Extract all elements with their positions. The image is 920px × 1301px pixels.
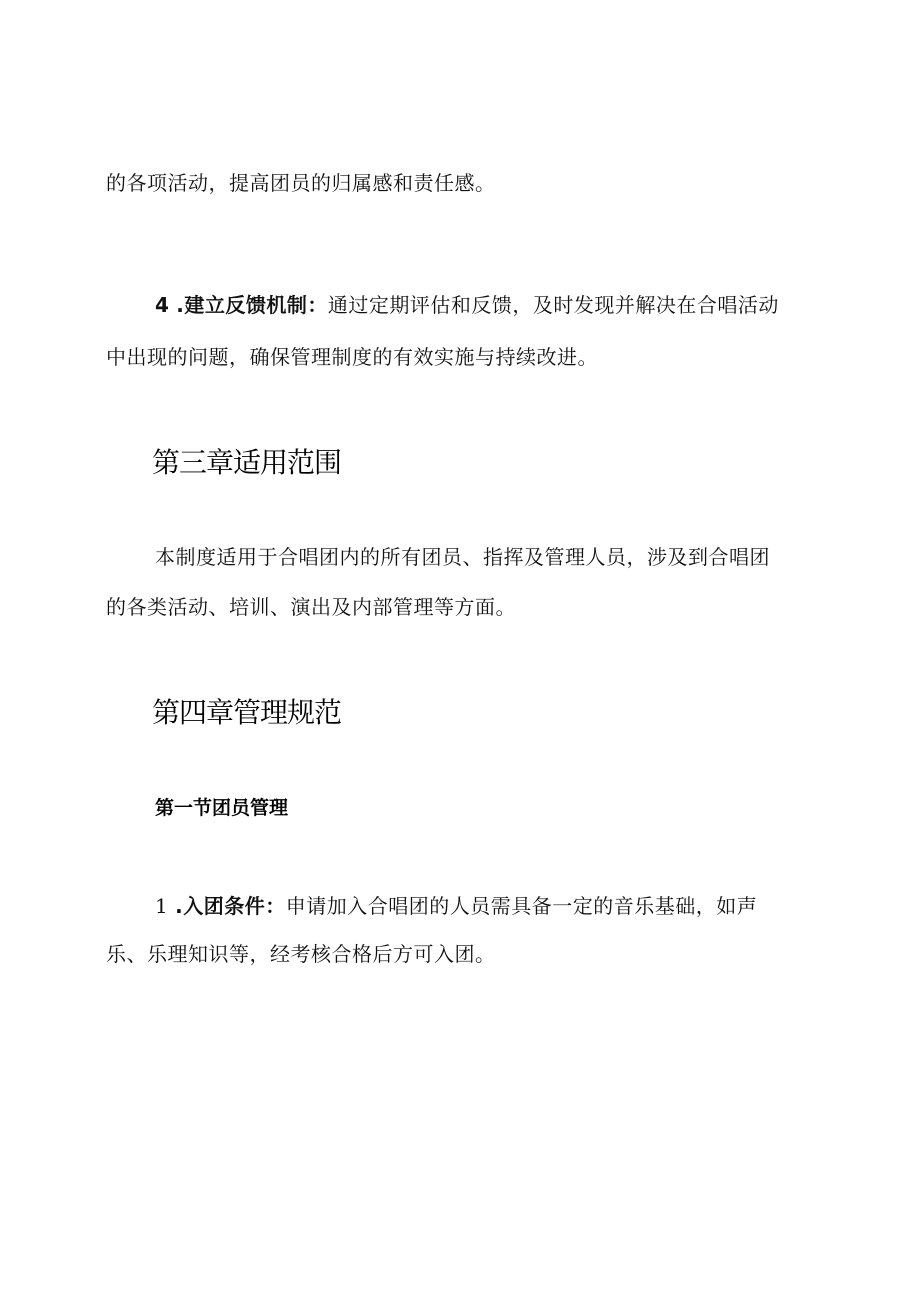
- admission-item-number: 1: [155, 894, 169, 918]
- chapter-three-heading: 第三章适用范围: [152, 446, 342, 479]
- section-one-heading: 第一节团员管理: [155, 797, 289, 819]
- feedback-item-title: .建立反馈机制：: [176, 293, 328, 317]
- chapter-four-heading: 第四章管理规范: [152, 696, 342, 729]
- admission-item-line-1: [155, 894, 757, 918]
- feedback-item-line-1: [155, 293, 779, 317]
- feedback-item-number: 4: [155, 293, 170, 317]
- scope-paragraph-line-1: 本制度适用于合唱团内的所有团员、指挥及管理人员，涉及到合唱团: [155, 545, 770, 569]
- paragraph-continuation-line: 的各项活动，提高团员的归属感和责任感。: [106, 171, 496, 195]
- feedback-item-line-2: 中出现的问题，确保管理制度的有效实施与持续改进。: [106, 345, 598, 369]
- admission-item-line-2: 乐、乐理知识等，经考核合格后方可入团。: [106, 942, 496, 966]
- feedback-item-text: 通过定期评估和反馈，及时发现并解决在合唱活动: [327, 293, 779, 317]
- scope-paragraph-line-2: 的各类活动、培训、演出及内部管理等方面。: [106, 595, 516, 619]
- admission-item-title: .入团条件：: [175, 894, 286, 918]
- admission-item-text: 申请加入合唱团的人员需具备一定的音乐基础，如声: [285, 894, 758, 918]
